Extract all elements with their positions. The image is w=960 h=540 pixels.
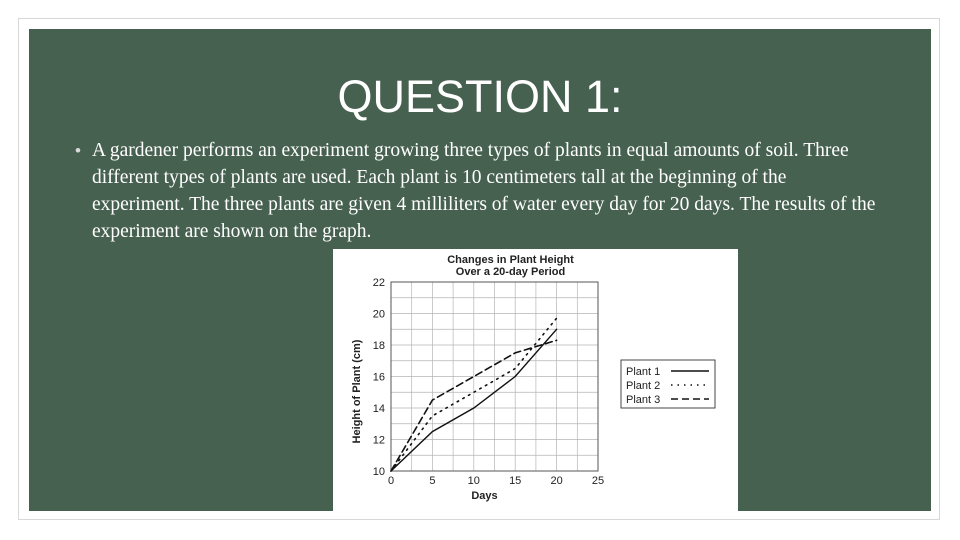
x-tick-label: 15 — [509, 475, 522, 487]
x-tick-label: 20 — [550, 475, 563, 487]
bullet-symbol: • — [75, 141, 81, 160]
chart-title-line: Changes in Plant Height — [447, 254, 574, 266]
y-tick-label: 18 — [372, 340, 385, 352]
slide-title: QUESTION 1: — [337, 71, 623, 122]
legend-label: Plant 3 — [626, 394, 661, 406]
bullet-text: A gardener performs an experiment growing three types of plants in equal amounts of soil. Three different types of plants are used. Each plant is 10 centimeters tall at the beginning of the experiment. The three plants are given 4 milliliters of water every day for 20 days. The results of the experiment are shown on the graph. — [92, 140, 876, 242]
x-tick-label: 5 — [429, 475, 436, 487]
line-chart — [333, 249, 738, 511]
x-axis-label: Days — [471, 490, 498, 502]
y-tick-label: 14 — [372, 403, 385, 415]
chart-title-line: Over a 20-day Period — [455, 266, 566, 278]
y-axis-label: Height of Plant (cm) — [351, 339, 363, 444]
chart-panel — [333, 249, 738, 511]
y-tick-label: 12 — [372, 434, 385, 447]
y-tick-label: 22 — [372, 277, 385, 289]
x-tick-label: 0 — [387, 475, 395, 487]
bullet-item — [75, 137, 882, 245]
y-tick-label: 10 — [372, 466, 385, 478]
legend-label: Plant 2 — [626, 380, 661, 392]
legend-label: Plant 1 — [626, 366, 661, 378]
y-tick-label: 16 — [372, 371, 385, 384]
x-tick-label: 25 — [591, 475, 605, 487]
x-tick-label: 10 — [467, 475, 480, 487]
y-tick-label: 20 — [372, 308, 385, 321]
